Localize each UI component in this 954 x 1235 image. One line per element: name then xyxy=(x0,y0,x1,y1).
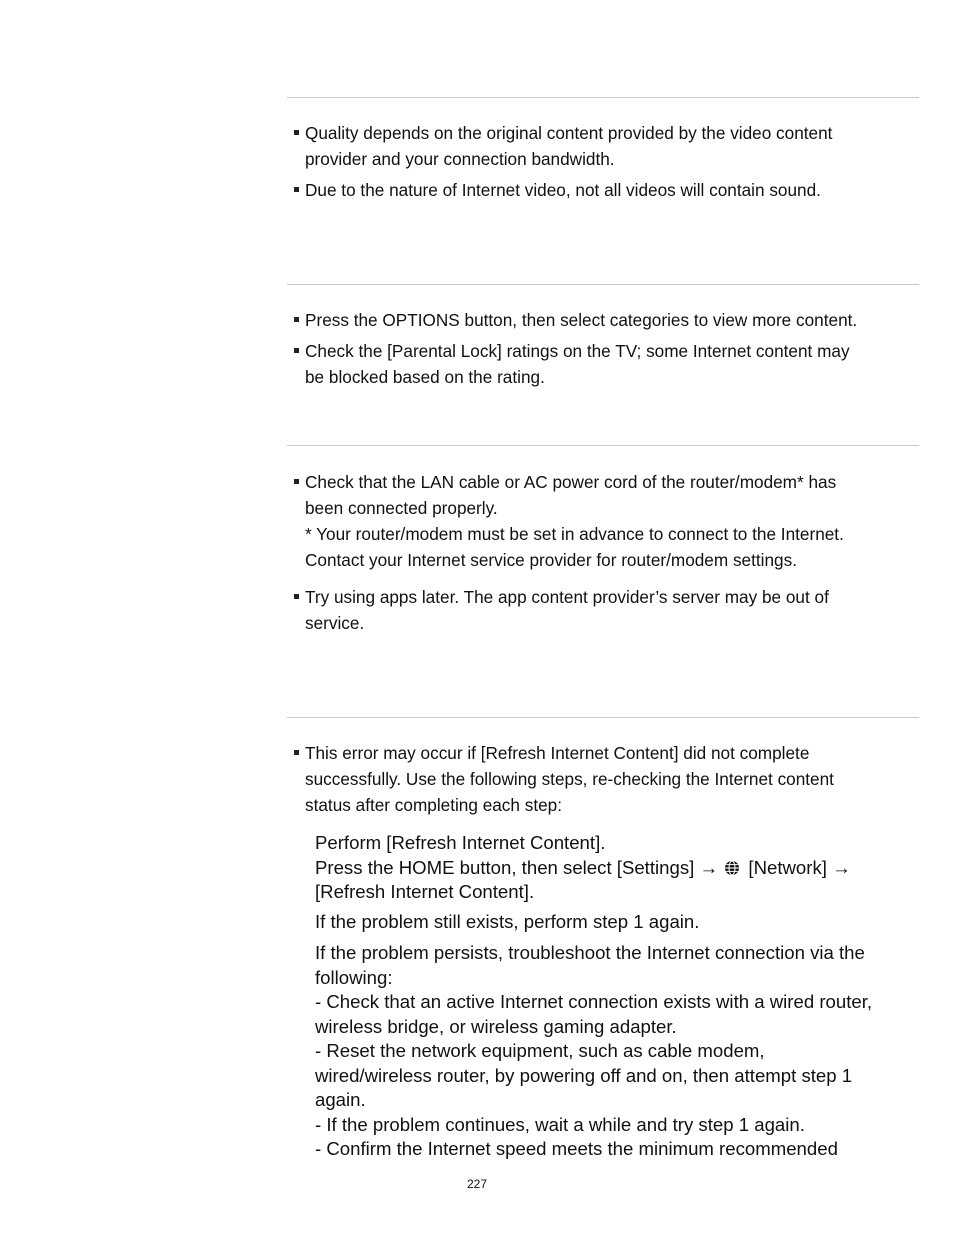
list-item: This error may occur if [Refresh Internet Content] did not complete successfully. Use the following steps, re-checking the Internet content status after completing each step: xyxy=(305,740,915,818)
list-item: Due to the nature of Internet video, not all videos will contain sound. xyxy=(305,177,915,203)
list-item: Check that the LAN cable or AC power cord of the router/modem* has been connected properly. * Your router/modem must be set in advance to connect to the Internet. Contact your Internet service provider for router/modem settings. xyxy=(305,469,915,573)
divider-2 xyxy=(287,284,919,285)
divider-3 xyxy=(287,445,919,446)
list-item: Quality depends on the original content provided by the video content provider and your connection bandwidth. xyxy=(305,120,915,172)
step-3: If the problem persists, troubleshoot the Internet connection via the following: - Check that an active Internet connection exists with a wired router, wireless bridge, or wireless gaming adapter. - Reset the network equipment, such as cable modem, wired/wireless router, by powering off and on, then attempt step 1 again. - If the problem continues, wait a while and try step 1 again. - Confirm the Internet speed meets the minimum recommended xyxy=(315,942,873,1159)
step-1: Perform [Refresh Internet Content]. Press the HOME button, then select [Settings] → [Network] → [Refresh Internet Content]. xyxy=(315,832,851,902)
globe-icon xyxy=(724,860,740,876)
divider-4 xyxy=(287,717,919,718)
list-item: Try using apps later. The app content provider’s server may be out of service. xyxy=(305,584,915,636)
divider-1 xyxy=(287,97,919,98)
list-item: Press the OPTIONS button, then select categories to view more content. xyxy=(305,307,915,333)
list-item: Check the [Parental Lock] ratings on the TV; some Internet content may be blocked based on the rating. xyxy=(305,338,915,390)
page-number: 227 xyxy=(466,1177,488,1191)
step-2: If the problem still exists, perform step 1 again. xyxy=(315,911,700,932)
